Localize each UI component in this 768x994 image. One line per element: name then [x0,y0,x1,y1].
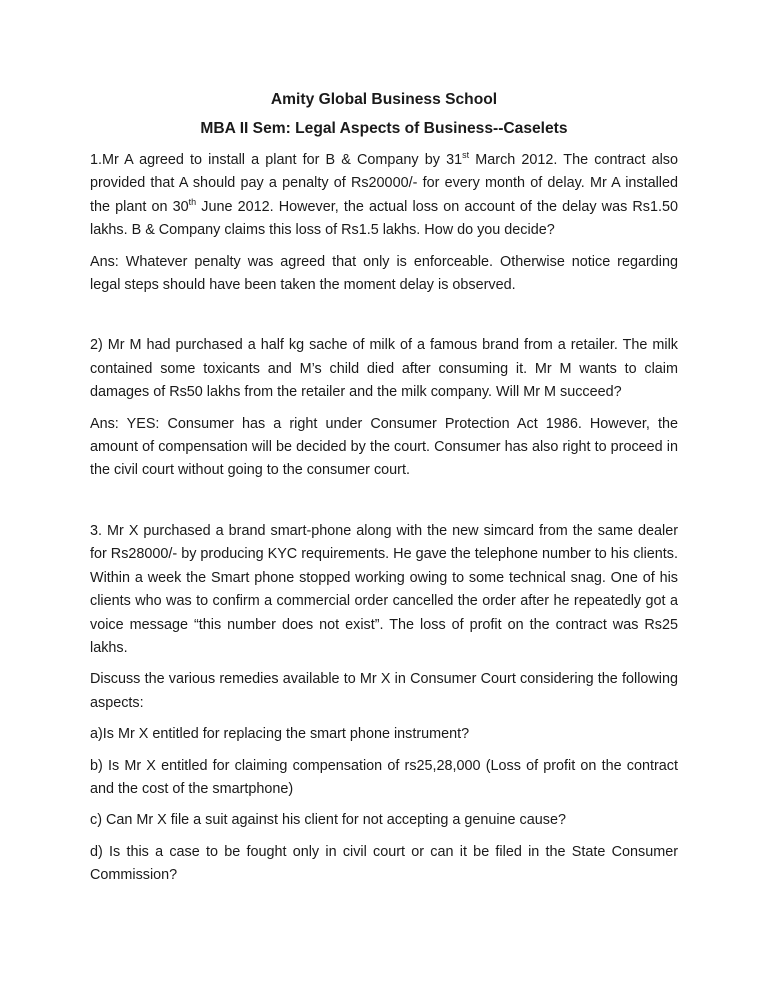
case-1-question [90,149,678,243]
case-1-question-text-2: March 2012. The contract also provided that A should pay a penalty of Rs20000/- for every month of delay. Mr A installed the plant on 30 [90,152,678,215]
case-3-item-c: c) Can Mr X file a suit against his client for not accepting a genuine cause? [90,812,566,829]
ordinal-suffix: th [188,197,197,208]
case-3-item-d: d) Is this a case to be fought only in civil court or can it be filed in the State Consumer Commission? [90,843,678,884]
course-title: MBA II Sem: Legal Aspects of Business--Caselets [200,120,568,137]
document-page [90,88,678,896]
ordinal-suffix: st [462,150,470,161]
case-2-question: 2) Mr M had purchased a half kg sache of milk of a famous brand from a retailer. The milk contained some toxicants and M’s child died after consuming it. Mr M wants to claim damages of Rs50 lakhs from the retailer and the milk company. Will Mr M succeed? [90,337,678,401]
case-2-answer: Ans: YES: Consumer has a right under Consumer Protection Act 1986. However, the amount of compensation will be decided by the court. Consumer has also right to proceed in the civil court without going to the consumer court. [90,415,678,479]
school-title: Amity Global Business School [270,91,498,108]
case-3-question: 3. Mr X purchased a brand smart-phone along with the new simcard from the same dealer for Rs28000/- by producing KYC requirements. He gave the telephone number to his clients. Within a week the Smart phone stopped working owing to some technical snag. One of his clients who was to confirm a commercial order cancelled the order after he repeatedly got a voice message “this number does not exist”. The loss of profit on the contract was Rs25 lakhs. [90,522,678,656]
spacer [90,491,678,520]
case-1-question-text-1: 1.Mr A agreed to install a plant for B & Company by 31 [90,152,463,168]
case-1-answer: Ans: Whatever penalty was agreed that only is enforceable. Otherwise notice regarding legal steps should have been taken the moment delay is observed. [90,253,678,294]
case-3-item-b: b) Is Mr X entitled for claiming compensation of rs25,28,000 (Loss of profit on the contract and the cost of the smartphone) [90,757,678,797]
case-1-question-text-3: June 2012. However, the actual loss on account of the delay was Rs1.50 lakhs. B & Company claims this loss of Rs1.5 lakhs. How do you decide? [90,198,678,239]
spacer [90,305,678,334]
case-3-item-a: a)Is Mr X entitled for replacing the smart phone instrument? [90,726,470,743]
case-3-prompt: Discuss the various remedies available to Mr X in Consumer Court considering the following aspects: [90,671,678,711]
